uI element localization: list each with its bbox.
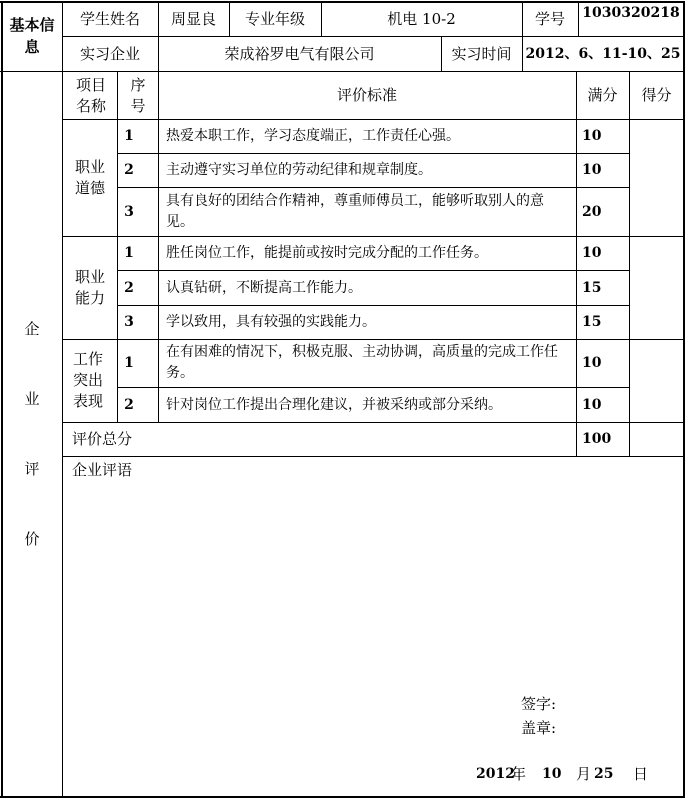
row-score [629,153,684,187]
row-criteria: 在有困难的情况下，积极克服、主动协调，高质量的完成工作任务。 [166,344,558,381]
row-line [62,456,684,457]
date-month: 10 [542,766,562,782]
date-day: 25 [594,766,614,782]
row-criteria: 具有良好的团结合作精神，尊重师傅员工，能够听取别人的意见。 [166,192,544,230]
date-year: 2012 [476,766,515,782]
row-full-score: 10 [582,355,602,371]
major-grade-value: 机电 10-2 [387,9,456,28]
row-seq: 2 [124,279,134,296]
col-line [62,1,63,798]
group-name: 职业道德 [74,157,105,197]
row-criteria: 主动遵守实习单位的劳动纪律和规章制度。 [166,162,432,178]
row-full-score: 20 [582,203,602,220]
row-criteria: 认真钻研，不断提高工作能力。 [166,279,362,296]
header-item-name: 项目名称 [75,76,106,115]
total-score [629,422,684,456]
row-score [629,387,684,422]
header-score: 得分 [641,86,672,104]
row-full-score: 15 [582,279,602,296]
row-score [629,119,684,153]
row-full-score: 10 [582,396,602,413]
stamp-label: 盖章: [521,719,557,737]
date-day-unit: 日 [633,765,649,783]
header-seq: 序号 [130,76,146,115]
signature-label: 签字: [521,695,557,713]
row-criteria: 针对岗位工作提出合理化建议，并被采纳或部分采纳。 [166,396,502,413]
section-char: 业 [24,390,40,408]
row-score [629,270,684,305]
student-name-value: 周显良 [170,9,216,28]
section-char: 评 [24,460,40,478]
group-name: 工作突出表现 [72,350,103,410]
row-full-score: 10 [582,245,602,261]
student-id-value: 1030320218 [582,5,680,21]
row-seq: 1 [124,245,134,261]
total-label: 评价总分 [72,430,133,448]
row-criteria: 学以致用，具有较强的实践能力。 [166,314,376,330]
student-id-label: 学号 [534,9,565,28]
row-seq: 3 [124,203,134,220]
major-grade-label: 专业年级 [244,9,305,28]
header-full-score: 满分 [587,86,618,104]
row-score [629,236,684,270]
section-char: 企 [24,320,40,338]
col-line [158,71,159,422]
date-year-unit: 年 [511,765,527,783]
row-seq: 1 [124,355,134,371]
date-month-unit: 月 [576,765,592,783]
company-value: 荣成裕罗电气有限公司 [224,44,375,63]
table-border-bottom [0,796,685,798]
header-criteria: 评价标准 [336,86,397,104]
basic-info-label: 基本信息 [9,16,55,56]
row-score [629,339,684,387]
row-seq: 2 [124,162,134,178]
total-full-score: 100 [582,431,612,447]
col-line [576,71,577,456]
row-full-score: 10 [582,128,602,144]
row-score [629,187,684,236]
company-label: 实习企业 [79,44,140,63]
row-criteria: 热爱本职工作，学习态度端正，工作责任心强。 [166,128,460,144]
period-value: 2012、6、11-10、25 [525,45,681,62]
row-score [629,305,684,339]
comment-label: 企业评语 [72,461,133,479]
group-name: 职业能力 [74,267,105,307]
row-seq: 2 [124,396,134,413]
section-char: 价 [24,530,40,548]
row-full-score: 10 [582,162,602,178]
row-criteria: 胜任岗位工作，能提前或按时完成分配的工作任务。 [166,245,488,261]
row-seq: 1 [124,128,134,144]
period-label: 实习时间 [451,44,512,63]
row-full-score: 15 [582,314,602,330]
row-seq: 3 [124,314,134,330]
student-name-label: 学生姓名 [79,9,140,28]
